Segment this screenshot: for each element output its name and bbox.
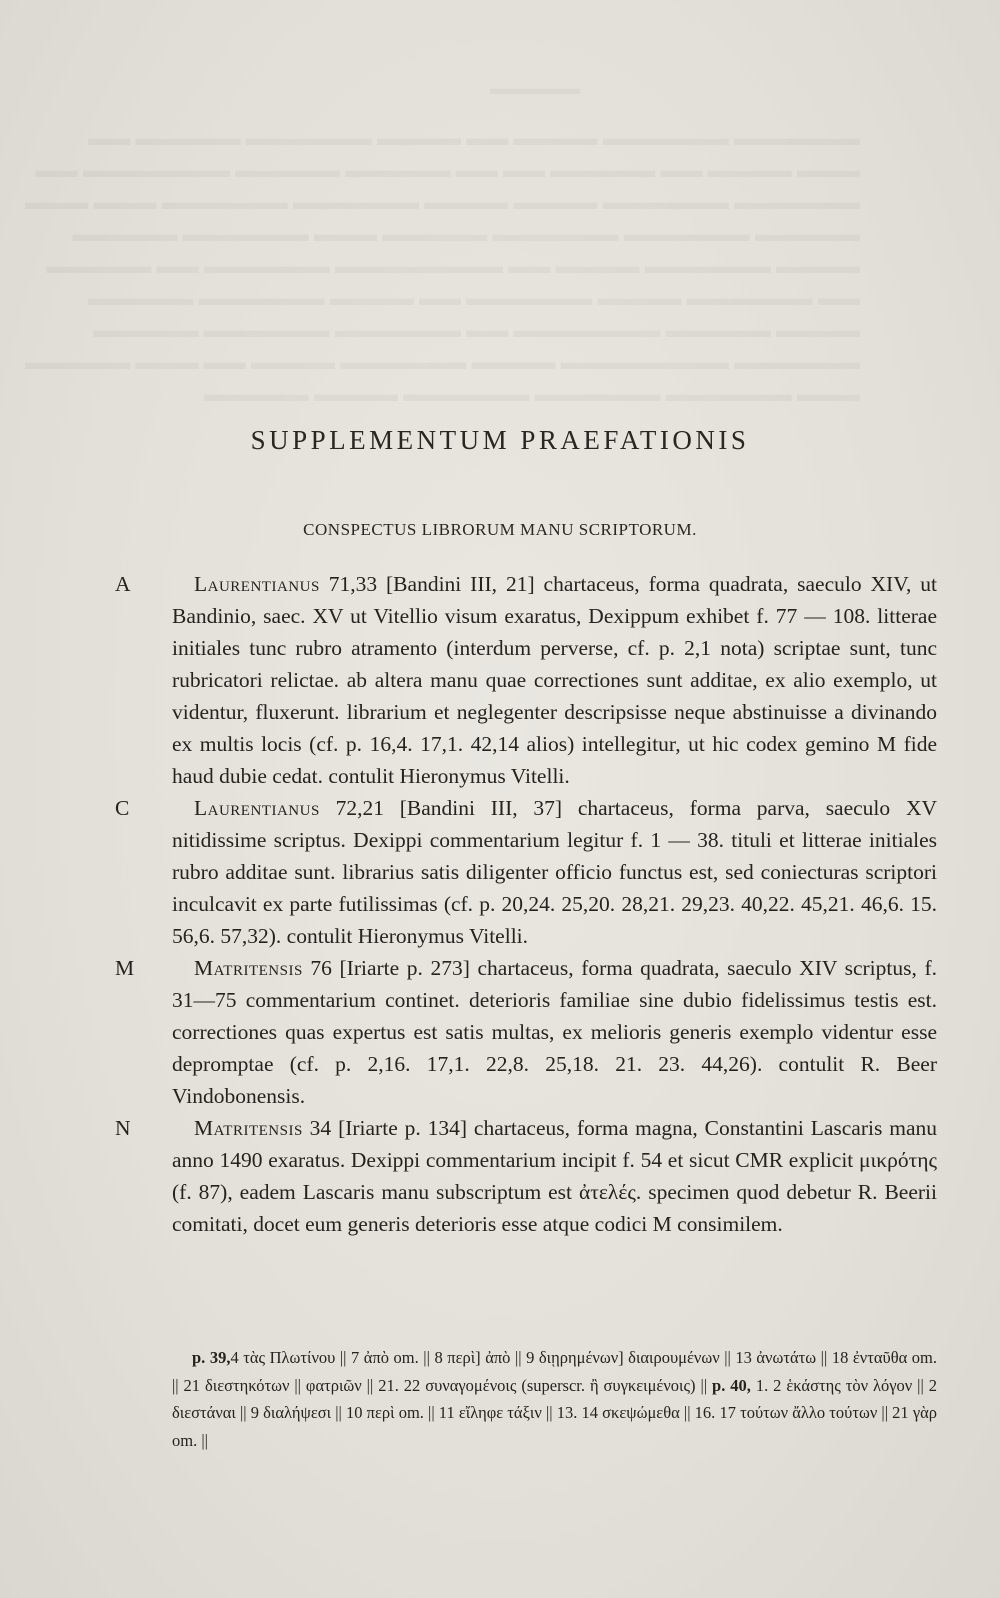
bleed-through-line	[140, 154, 860, 186]
bleed-through-line	[140, 218, 860, 250]
manuscript-description: 71,33 [Bandini III, 21] chartaceus, forma quadrata, saeculo XIV, ut Bandinio, saec. XV ut Vitellio visum exaratus, Dexippum exhibet f. 77 — 108. litterae initiales tunc rubro atramento (interdum perverse, cf. p. 2,1 nota) scriptae sunt, tunc rubricatori relictae. ab altera manu quae correctiones sunt additae, ex alio exemplo, ut videntur, fluxerunt. librarium et neglegenter descripsisse neque abstinuisse a divinando ex multis locis (cf. p. 16,4. 17,1. 42,14 alios) intellegitur, ut hic codex gemino M fide haud dubie cedat. contulit Hieronymus Vitelli.	[172, 572, 937, 788]
manuscript-siglum: A	[115, 572, 131, 596]
page-title: SUPPLEMENTUM PRAEFATIONIS	[250, 425, 750, 455]
manuscript-entry	[115, 792, 937, 952]
apparatus-text: 4 τὰς Πλωτίνου || 7 ἀπὸ om. || 8 περὶ] ἀπὸ || 9 διῃρημένων] διαιρουμένων || 13 ἀνωτάτω || 18 ἐνταῦθα om. || 21 διεστηκότων || φατριῶν || 21. 22 συναγομένοις (superscr. ἢ συγκειμένοις) ||	[172, 1348, 937, 1395]
bleed-through-line	[140, 282, 860, 314]
apparatus-criticus	[172, 1344, 937, 1454]
page-reference: p. 40,	[712, 1375, 751, 1395]
manuscript-entry	[115, 952, 937, 1112]
manuscript-name: Matritensis	[194, 956, 303, 980]
bleed-through-line	[140, 346, 860, 378]
section-heading: CONSPECTUS LIBRORUM MANU SCRIPTORUM.	[303, 520, 697, 539]
bleed-through-line	[140, 378, 860, 410]
manuscript-name: Matritensis	[194, 1116, 303, 1140]
manuscript-entry	[115, 1112, 937, 1240]
manuscript-siglum: C	[115, 796, 130, 820]
apparatus-text: 1. 2 ἑκάστης τὸν λόγον || 2 διεστάναι || 9 διαλήψεσι || 10 περὶ om. || 11 εἴληφε τάξιν || 13. 14 σκεψώμεθα || 16. 17 τούτων ἄλλο τούτων || 21 γὰρ om. ||	[172, 1375, 937, 1450]
manuscript-entry	[115, 568, 937, 792]
bleed-through-line	[140, 122, 860, 154]
manuscript-siglum: M	[115, 956, 135, 980]
bleed-through-line	[140, 250, 860, 282]
bleed-through-line	[140, 314, 860, 346]
page-reference: p. 39,	[192, 1348, 231, 1367]
manuscript-description: 76 [Iriarte p. 273] chartaceus, forma quadrata, saeculo XIV scriptus, f. 31—75 commentarium continet. deterioris familiae sine dubio fidelissimus testis est. correctiones quas expertus est satis multas, ex melioris generis exemplo videntur esse depromptae (cf. p. 2,16. 17,1. 22,8. 25,18. 21. 23. 44,26). contulit R. Beer Vindobonensis.	[172, 956, 937, 1108]
bleed-through-header	[440, 72, 580, 104]
manuscript-name: Laurentianus	[194, 796, 320, 820]
manuscript-list	[115, 568, 937, 1240]
manuscript-description: 34 [Iriarte p. 134] chartaceus, forma magna, Constantini Lascaris manu anno 1490 exaratus. Dexippi commentarium incipit f. 54 et sicut CMR explicit μικρότης (f. 87), eadem Lascaris manu subscriptum est ἀτελές. specimen quod debetur R. Beerii comitati, docet eum generis deterioris esse atque codici M consimilem.	[172, 1116, 937, 1236]
manuscript-name: Laurentianus	[194, 572, 320, 596]
manuscript-siglum: N	[115, 1116, 131, 1140]
bleed-through-line	[140, 186, 860, 218]
manuscript-description: 72,21 [Bandini III, 37] chartaceus, forma parva, saeculo XV nitidissime scriptus. Dexippi commentarium legitur f. 1 — 38. tituli et litterae initiales rubro additae sunt. librarius satis diligenter officio functus est, sed coniecturas scriptori inculcavit ex parte futilissimas (cf. p. 20,24. 25,20. 28,21. 29,23. 40,22. 45,21. 46,6. 15. 56,6. 57,32). contulit Hieronymus Vitelli.	[172, 796, 937, 948]
